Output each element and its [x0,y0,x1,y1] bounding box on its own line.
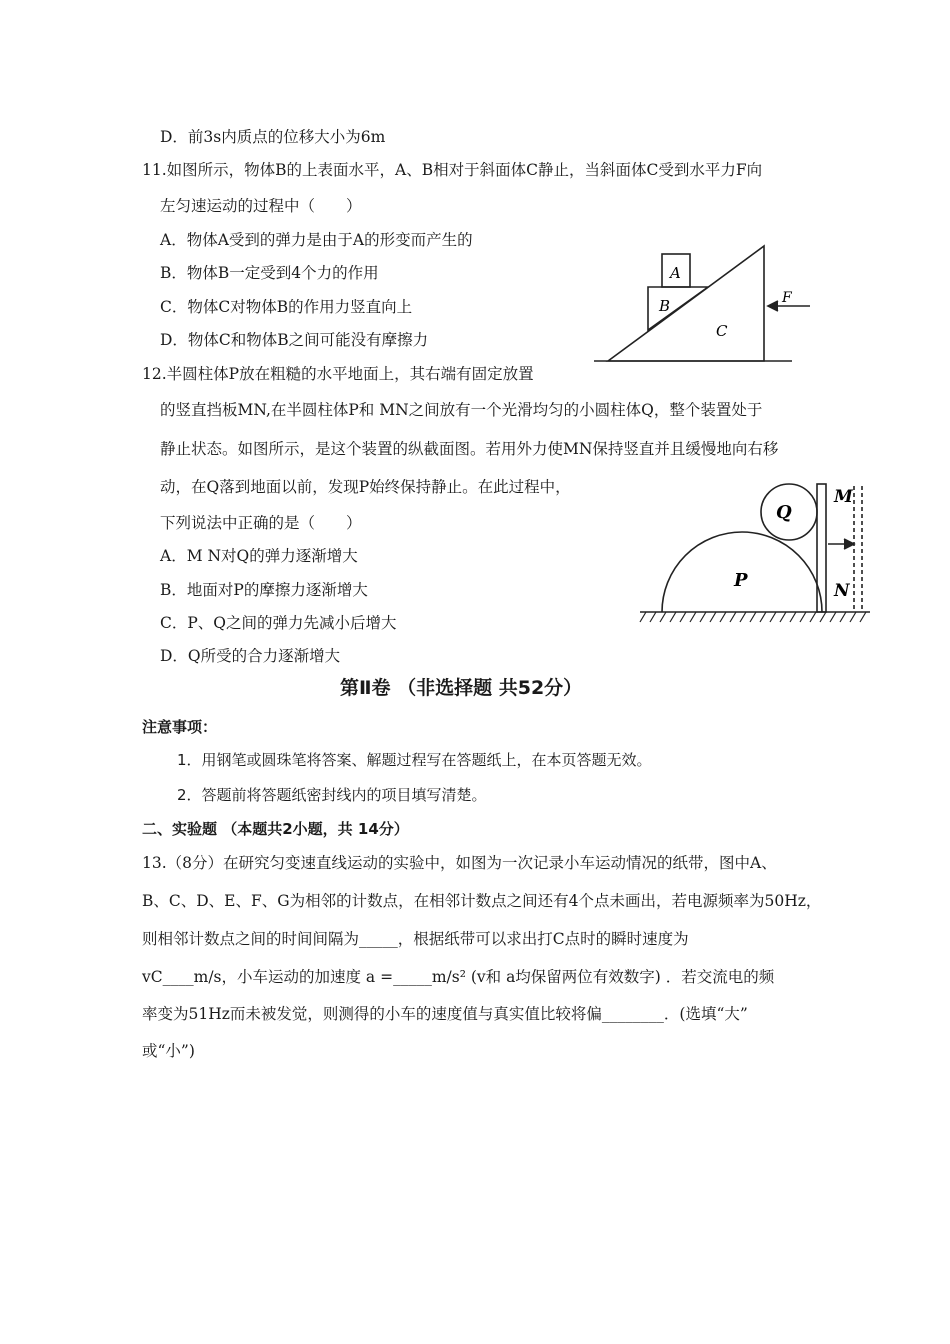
q12-stem-line5: 下列说法中正确的是（ ） [160,514,362,532]
q13-line5: 率变为51Hz而未被发觉，则测得的小车的速度值与真实值比较将偏________．(选填“大” [142,1005,748,1023]
q11-option-a: A．物体A受到的弹力是由于A的形变而产生的 [160,231,473,249]
q13-line3: 则相邻计数点之间的时间间隔为_____，根据纸带可以求出打C点时的瞬时速度为 [142,930,689,948]
q12-option-d: D．Q所受的合力逐渐增大 [160,647,341,665]
q11-option-d: D．物体C和物体B之间可能没有摩擦力 [160,331,429,349]
label-c: C [716,322,728,340]
q12-option-a: A．M N对Q的弹力逐渐增大 [160,547,358,565]
q10-option-d: D．前3s内质点的位移大小为6m [160,128,386,146]
q11-option-c: C．物体C对物体B的作用力竖直向上 [160,298,413,316]
plate-mn-shape [817,484,826,612]
q12-cylinder-figure [638,478,878,630]
label-p: P [734,570,748,591]
notice-title: 注意事项： [142,718,218,736]
q13-line2: B、C、D、E、F、G为相邻的计数点，在相邻计数点之间还有4个点未画出，若电源频率为50Hz， [142,892,822,910]
move-arrow-head [844,539,854,549]
q12-stem-line4: 动，在Q落到地面以前，发现P始终保持静止。在此过程中， [160,478,571,496]
force-arrow-head [768,301,778,311]
label-a: A [670,264,681,282]
q11-incline-figure [592,240,822,370]
q11-stem-line1: 11.如图所示，物体B的上表面水平，A、B相对于斜面体C静止，当斜面体C受到水平力F向 [142,161,763,179]
q11-stem-line2: 左匀速运动的过程中（ ） [160,197,362,215]
q11-option-b: B．物体B一定受到4个力的作用 [160,264,379,282]
q12-option-c: C．P、Q之间的弹力先减小后增大 [160,614,397,632]
q12-stem-line2: 的竖直挡板MN,在半圆柱体P和 MN之间放有一个光滑均匀的小圆柱体Q，整个装置处于 [160,401,763,419]
block-b-shape [648,287,708,330]
ground-hatching [640,612,866,622]
notice-item-1: 1．用钢笔或圆珠笔将答案、解题过程写在答题纸上，在本页答题无效。 [177,751,652,769]
section-heading-experiments: 二、实验题 （本题共2小题，共 14分） [142,820,409,838]
label-m: M [834,487,853,507]
label-q: Q [776,502,792,523]
label-n: N [834,581,850,601]
q13-line1: 13.（8分）在研究匀变速直线运动的实验中，如图为一次记录小车运动情况的纸带，图中A、 [142,854,777,872]
label-f: F [782,290,792,306]
notice-item-2: 2．答题前将答题纸密封线内的项目填写清楚。 [177,786,487,804]
q12-stem-line1: 12.半圆柱体P放在粗糙的水平地面上，其右端有固定放置 [142,365,534,383]
q12-option-b: B．地面对P的摩擦力逐渐增大 [160,581,368,599]
part2-title: 第Ⅱ卷 （非选择题 共52分） [340,677,583,699]
q12-stem-line3: 静止状态。如图所示，是这个装置的纵截面图。若用外力使MN保持竖直并且缓慢地向右移 [160,440,779,458]
label-b: B [659,297,671,315]
q13-line6: 或“小”) [142,1042,195,1060]
q13-line4: vC____m/s，小车运动的加速度 a =_____m/s² (v和 a均保留两位有效数字) ．若交流电的频 [142,968,775,986]
